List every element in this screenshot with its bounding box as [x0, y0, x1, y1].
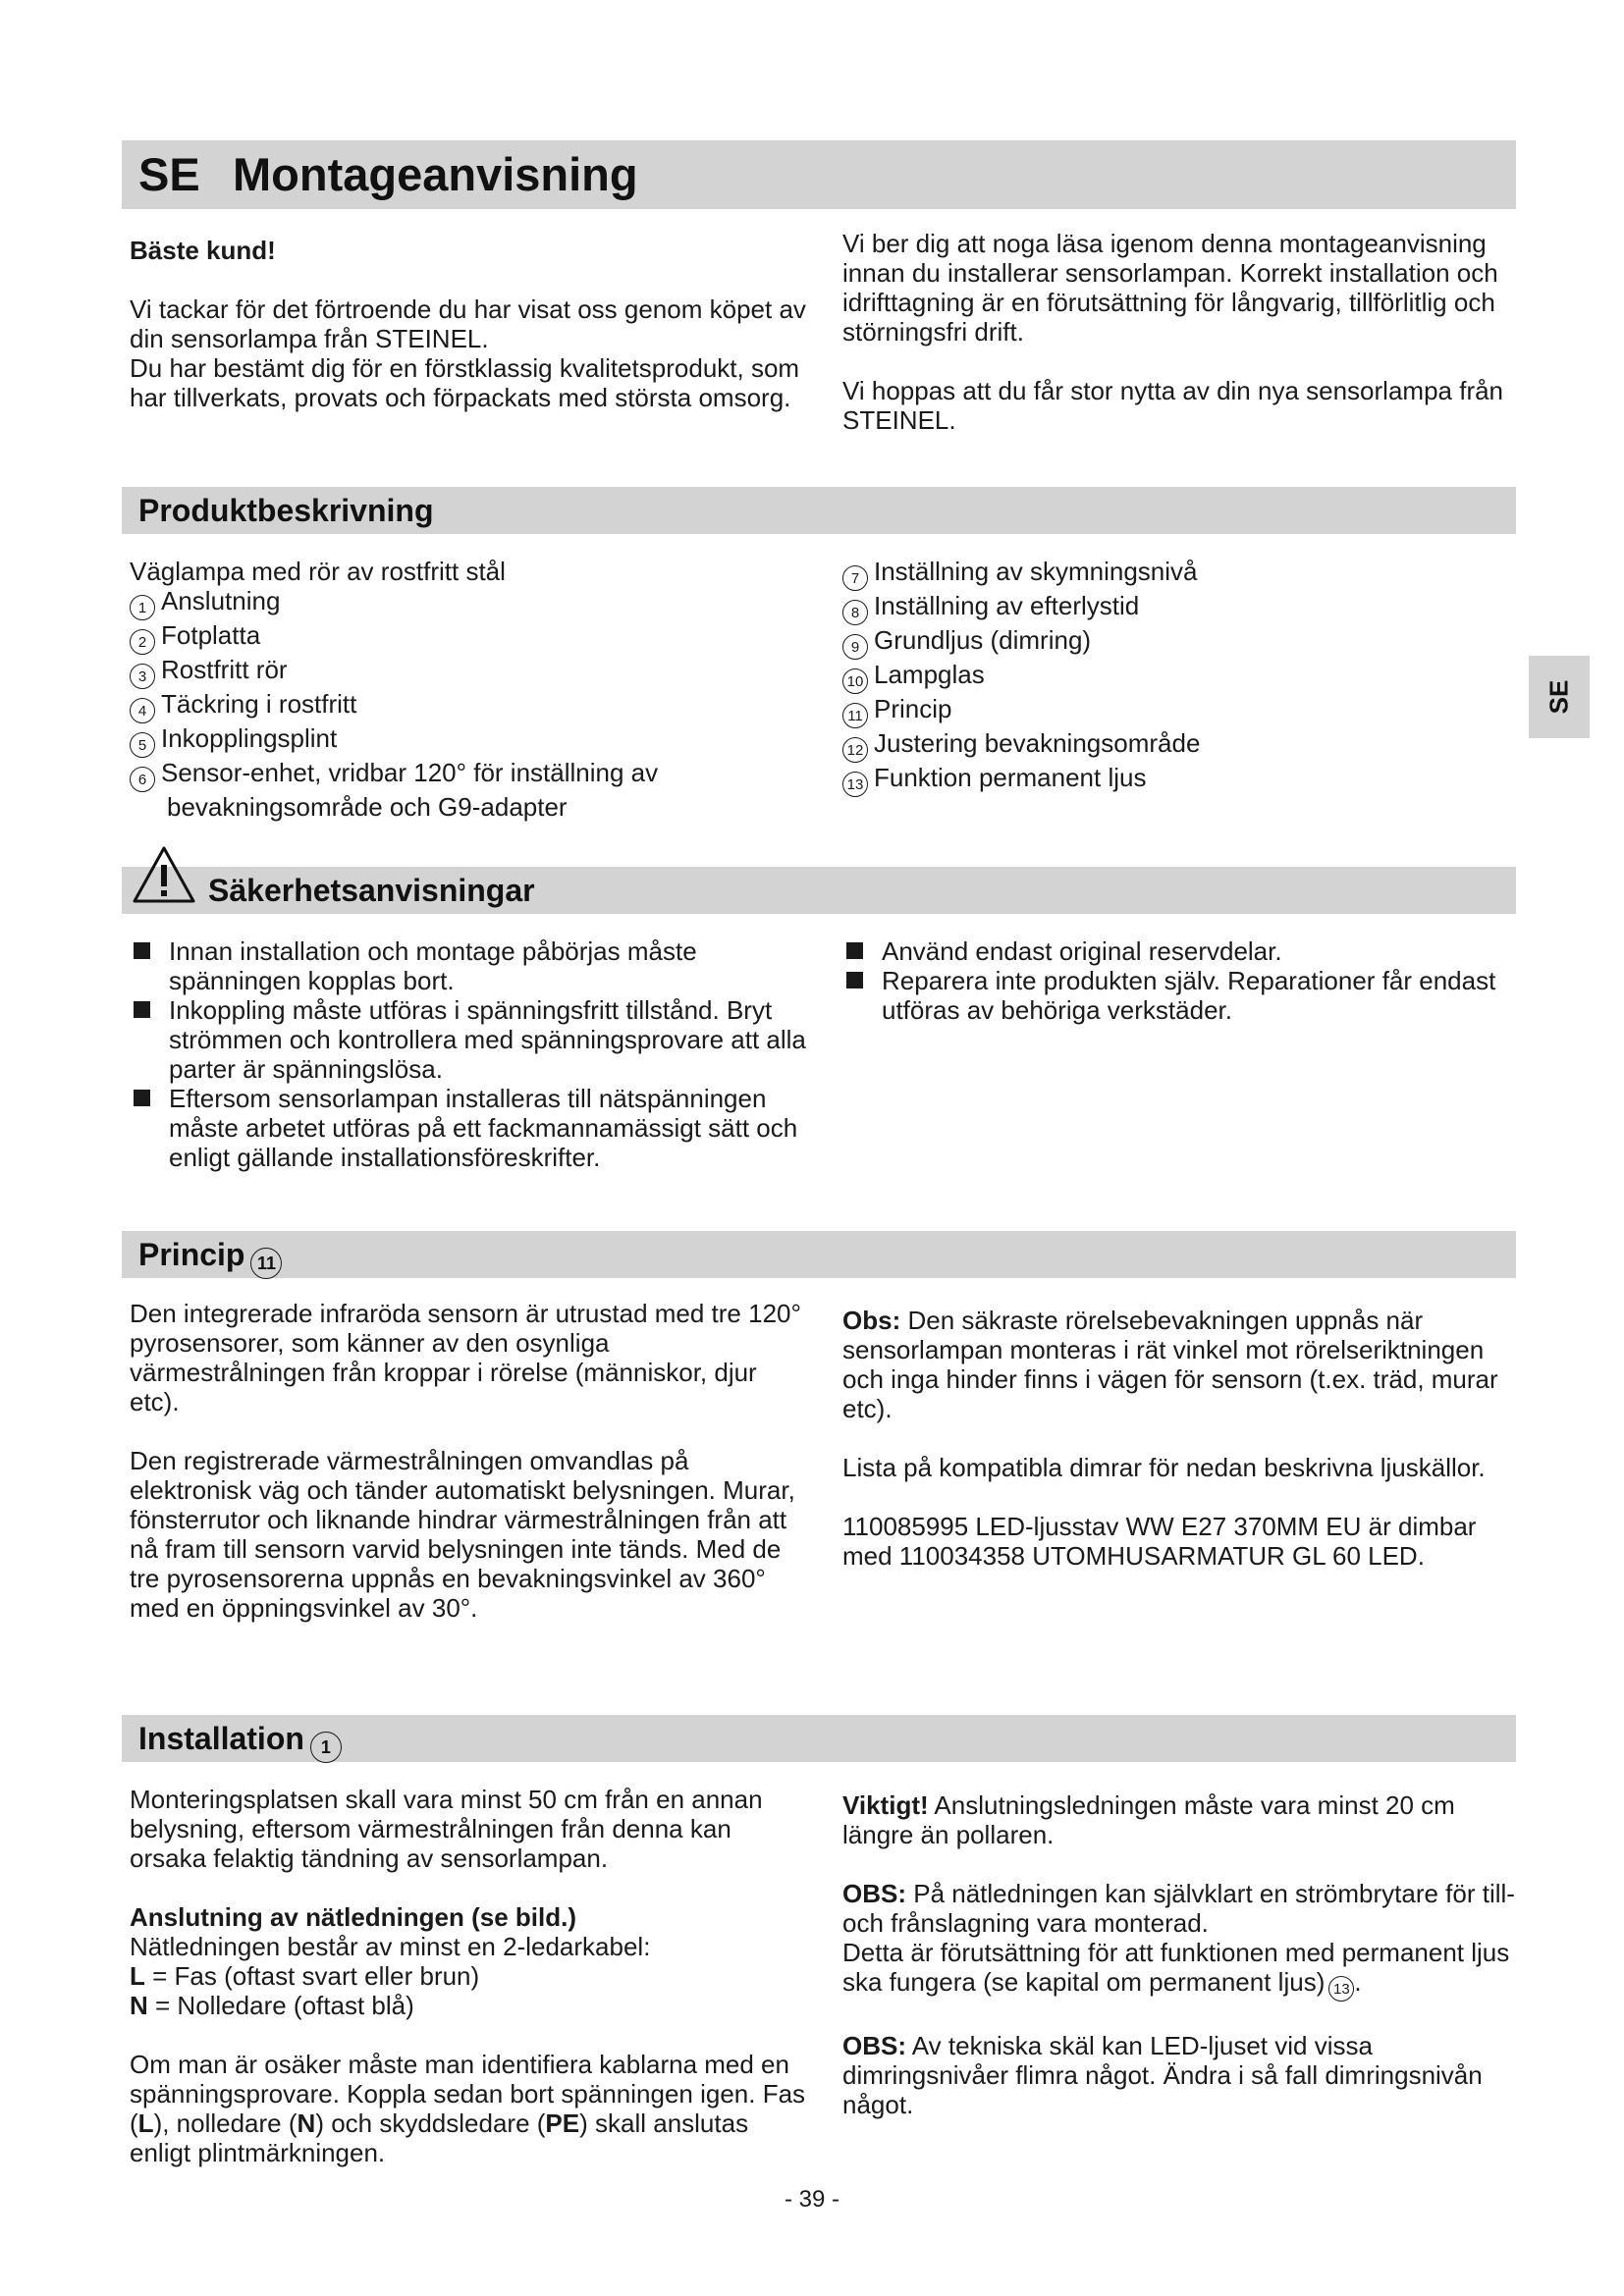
- principle-paragraph: 110085995 LED-ljusstav WW E27 370MM EU är dimbar med 110034358 UTOMHUSARMATUR GL 60 LED.: [842, 1512, 1477, 1571]
- connection-line-N: N = Nolledare (oftast blå): [130, 1991, 414, 2020]
- principle-paragraph: Den integrerade infraröda sensorn är utrustad med tre 120° pyrosensorer, som känner av den osynliga värmestrålningen från kroppar i rörelse (människor, djur etc).: [130, 1299, 801, 1416]
- product-item-text: Princip: [874, 694, 952, 723]
- circled-number: 9: [842, 634, 868, 660]
- circled-number: 1: [310, 1732, 342, 1763]
- product-item-text: Rostfritt rör: [161, 655, 288, 684]
- principle-left: [130, 1299, 807, 1623]
- principle-paragraph: Lista på kompatibla dimrar för nedan beskrivna ljuskällor.: [842, 1453, 1486, 1482]
- safety-item: [842, 966, 1510, 1025]
- intro-right: [842, 229, 1510, 435]
- obs-note: OBS: På nätledningen kan självklart en strömbrytare för till- och frånslagning vara monterad.: [842, 1879, 1515, 1938]
- language-code: SE: [138, 148, 200, 200]
- page-title: [138, 147, 638, 201]
- product-list-right: [842, 557, 1510, 797]
- bullet-square-icon: [134, 942, 150, 959]
- intro-paragraph: Vi hoppas att du får stor nytta av din nya sensorlampa från STEINEL.: [842, 376, 1504, 435]
- circled-number: 12: [842, 737, 868, 763]
- obs-text: Den säkraste rörelsebevakningen uppnås när sensorlampan monteras i rät vinkel mot rörelseriktningen och inga hinder finns i vägen för sensorn (t.ex. träd, murar etc).: [842, 1306, 1498, 1423]
- circled-number: 11: [842, 703, 868, 728]
- bullet-square-icon: [134, 1001, 150, 1018]
- product-item: [130, 655, 817, 689]
- title-bar: [122, 140, 1516, 209]
- circled-number: 5: [130, 732, 155, 758]
- safety-list-right: [842, 936, 1510, 1025]
- product-item-text: Täckring i rostfritt: [161, 689, 357, 719]
- section-bar-product: [122, 487, 1516, 534]
- section-bar-safety: [122, 867, 1516, 914]
- safety-list-left: [130, 936, 817, 1172]
- obs-note-continuation: Detta är förutsättning för att funktionen med permanent ljus ska fungera (se kapital om permanent ljus) 13 .: [842, 1938, 1520, 2002]
- title-text: Montageanvisning: [233, 148, 638, 200]
- product-item-text: Fotplatta: [161, 620, 261, 650]
- bullet-square-icon: [846, 972, 863, 988]
- obs-note: OBS: Av tekniska skäl kan LED-ljuset vid vissa dimringsnivåer flimra något. Ändra i så fall dimringsnivån något.: [842, 2031, 1483, 2119]
- safety-item: [842, 936, 1510, 966]
- principle-paragraph: Den registrerade värmestrålningen omvandlas på elektronisk väg och tänder automatiskt belysningen. Murar, fönsterrutor och liknande hindrar värmestrålningen från att nå fram till sensorn varvid belysningen inte tänds. Med de tre pyrosensorerna uppnås en bevakningsvinkel av 360° med en öppningsvinkel av 30°.: [130, 1446, 795, 1623]
- section-heading-text: Installation: [138, 1721, 304, 1756]
- safety-items-right: [842, 936, 1510, 1025]
- connection-line: Nätledningen består av minst en 2-ledarkabel:: [130, 1932, 651, 1961]
- section-heading: Produktbeskrivning: [138, 493, 434, 528]
- installation-paragraph: Om man är osäker måste man identifiera kablarna med en spänningsprovare. Koppla sedan bort spänningen igen. Fas (L), nolledare (N) och skyddsledare (PE) skall anslutas enligt plintmärkningen.: [130, 2050, 806, 2167]
- product-item-text: Sensor-enhet, vridbar 120° för inställning av: [161, 758, 659, 787]
- safety-item-text: Innan installation och montage påbörjas måste spänningen kopplas bort.: [169, 936, 697, 995]
- page-number: - 39 -: [784, 2186, 839, 2213]
- product-items-right: [842, 557, 1510, 797]
- bullet-square-icon: [134, 1090, 150, 1106]
- product-item: [842, 660, 1510, 694]
- circled-number: 10: [842, 668, 868, 694]
- language-side-tab: SE: [1529, 656, 1590, 738]
- safety-item-text: Inkoppling måste utföras i spänningsfritt tillstånd. Bryt strömmen och kontrollera med spänningsprovare att alla parter är spänningslösa.: [169, 995, 806, 1084]
- product-item: [130, 723, 817, 758]
- safety-item-text: Reparera inte produkten själv. Reparationer får endast utföras av behöriga verkstäder.: [882, 966, 1496, 1025]
- safety-item: [130, 995, 817, 1084]
- intro-paragraph: Du har bestämt dig för en förstklassig kvalitetsprodukt, som har tillverkats, provats och förpackats med största omsorg.: [130, 353, 800, 412]
- obs-label: Obs:: [842, 1306, 901, 1335]
- safety-item-text: Använd endast original reservdelar.: [882, 936, 1282, 966]
- product-item: [842, 557, 1510, 591]
- product-item-continuation: bevakningsområde och G9-adapter: [167, 792, 568, 822]
- product-item: [842, 625, 1510, 660]
- product-item-text: Justering bevakningsområde: [874, 728, 1201, 758]
- safety-item-text: Eftersom sensorlampan installeras till nätspänningen måste arbetet utföras på ett fackmannamässigt sätt och enligt gällande installationsföreskrifter.: [169, 1084, 798, 1172]
- product-item: [130, 689, 817, 723]
- product-item: [842, 591, 1510, 625]
- product-item: [130, 620, 817, 655]
- product-item-text: Anslutning: [161, 586, 281, 615]
- product-item-text: Lampglas: [874, 660, 985, 689]
- intro-paragraph: Vi ber dig att noga läsa igenom denna montageanvisning innan du installerar sensorlampan. Korrekt installation och idrifttagning är en förutsättning för långvarig, tillförlitlig och störningsfri drift.: [842, 229, 1498, 347]
- warning-triangle-icon: [132, 845, 196, 904]
- product-item-text: Inkopplingsplint: [161, 723, 338, 753]
- product-item-text: Inställning av efterlystid: [874, 591, 1140, 620]
- circled-number: 1: [130, 595, 155, 620]
- product-item-text: Grundljus (dimring): [874, 625, 1092, 655]
- circled-number: 13: [1328, 1976, 1354, 2002]
- product-item: [842, 763, 1510, 797]
- circled-number: 8: [842, 600, 868, 625]
- circled-number: 2: [130, 629, 155, 655]
- product-item: [130, 758, 817, 792]
- connection-heading: Anslutning av nätledningen (se bild.): [130, 1902, 577, 1932]
- circled-number: 11: [250, 1248, 282, 1279]
- intro-paragraph: Vi tackar för det förtroende du har visat oss genom köpet av din sensorlampa från STEINEL.: [130, 294, 806, 353]
- product-intro: Väglampa med rör av rostfritt stål: [130, 557, 506, 586]
- important-note: Viktigt! Anslutningsledningen måste vara minst 20 cm längre än pollaren.: [842, 1790, 1455, 1849]
- installation-left: [130, 1785, 807, 2167]
- section-heading-text: Princip: [138, 1237, 245, 1272]
- safety-item: [130, 1084, 817, 1172]
- safety-item: [130, 936, 817, 995]
- intro-left: [130, 236, 807, 412]
- product-item: [842, 694, 1510, 728]
- installation-right: [842, 1790, 1520, 2119]
- greeting: Bäste kund!: [130, 236, 276, 265]
- safety-items-left: [130, 936, 817, 1172]
- product-item: [130, 586, 817, 620]
- circled-number: 6: [130, 767, 155, 792]
- circled-number: 7: [842, 565, 868, 591]
- product-item-text: Inställning av skymningsnivå: [874, 557, 1198, 586]
- section-heading: [138, 1237, 288, 1279]
- product-item: [842, 728, 1510, 763]
- principle-right: [842, 1306, 1510, 1571]
- circled-number: 13: [842, 772, 868, 797]
- bullet-square-icon: [846, 942, 863, 959]
- section-bar-principle: [122, 1231, 1516, 1278]
- section-heading: [138, 1721, 348, 1763]
- circled-number: 4: [130, 698, 155, 723]
- principle-note: [842, 1306, 1510, 1423]
- product-items-left: [130, 586, 817, 792]
- section-bar-installation: [122, 1715, 1516, 1762]
- connection-line-L: L = Fas (oftast svart eller brun): [130, 1961, 480, 1991]
- circled-number: 3: [130, 664, 155, 689]
- product-list-left: [130, 557, 817, 822]
- installation-paragraph: Monteringsplatsen skall vara minst 50 cm från en annan belysning, eftersom värmestrålningen från denna kan orsaka felaktig tändning av sensorlampan.: [130, 1785, 763, 1873]
- section-heading: Säkerhetsanvisningar: [208, 873, 535, 908]
- product-item-text: Funktion permanent ljus: [874, 763, 1147, 792]
